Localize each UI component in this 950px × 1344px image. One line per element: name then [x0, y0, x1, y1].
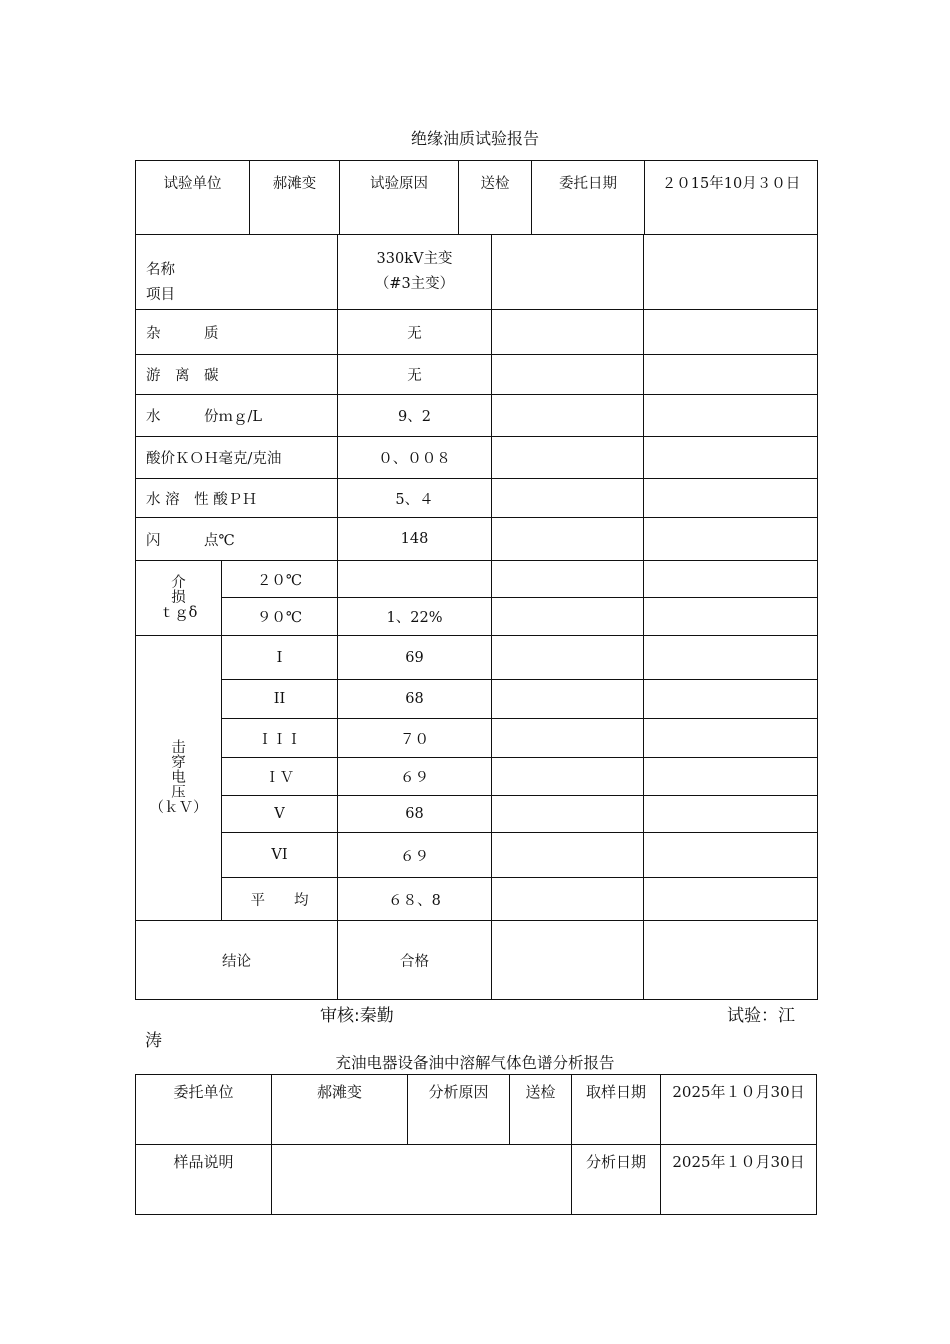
client-unit-label: 委托单位	[136, 1075, 272, 1145]
impurity-label: 杂 质	[136, 310, 338, 355]
reason-label: 试验原因	[340, 161, 459, 235]
moisture-value: 9、2	[338, 395, 492, 437]
date-label: 委托日期	[532, 161, 645, 235]
report-title: 绝缘油质试验报告	[410, 129, 539, 148]
free-carbon-value: 无	[338, 355, 492, 395]
flash-point-label: 闪 点℃	[136, 518, 338, 561]
temp-20-label: ２０℃	[222, 561, 338, 598]
bv-label-4: ＩＶ	[222, 758, 338, 796]
sample-description-label: 样品说明	[136, 1145, 272, 1215]
moisture-label: 水 份ｍｇ/L	[136, 395, 338, 437]
analysis-reason-value: 送检	[510, 1075, 572, 1145]
bv-label-2: II	[222, 680, 338, 719]
bv-char-3: 电	[171, 769, 186, 786]
client-unit-value: 郝滩变	[272, 1075, 408, 1145]
sampling-date-label: 取样日期	[572, 1075, 661, 1145]
sample-line2: （#3主变）	[374, 276, 455, 292]
analysis-date-label: 分析日期	[572, 1145, 661, 1215]
name-label: 名称	[146, 262, 175, 278]
sampling-date-value: 2025年１０月30日	[661, 1075, 817, 1145]
temp-90-value: 1、22%	[338, 598, 492, 636]
bv-average-label: 平 均	[222, 878, 338, 921]
unit-value: 郝滩变	[250, 161, 340, 235]
water-soluble-acid-label: 水 溶 性 酸ＰＨ	[136, 479, 338, 518]
report2-title: 充油电器设备油中溶解气体色谱分析报告	[335, 1054, 615, 1072]
report-header-table	[135, 160, 818, 235]
empty-cell	[644, 235, 818, 310]
bv-value-3: ７０	[338, 719, 492, 758]
breakdown-voltage-label	[136, 636, 222, 921]
bv-char-5: （ｋＶ）	[149, 799, 208, 816]
bv-value-5: 68	[338, 796, 492, 833]
reason-value: 送检	[459, 161, 532, 235]
acid-value-value: ０、００８	[338, 437, 492, 479]
bv-label-3: ＩＩＩ	[222, 719, 338, 758]
bv-char-1: 击	[171, 739, 186, 756]
bv-value-1: 69	[338, 636, 492, 680]
chromatography-header-table	[135, 1074, 817, 1215]
water-soluble-acid-value: 5、４	[338, 479, 492, 518]
tan-char-3: ｔｇδ	[159, 604, 198, 621]
temp-90-label: ９０℃	[222, 598, 338, 636]
reviewer-signature: 审核:秦勤	[320, 1006, 394, 1026]
bv-label-1: I	[222, 636, 338, 680]
bv-value-4: ６９	[338, 758, 492, 796]
tan-char-2: 损	[171, 589, 186, 606]
item-label: 项目	[146, 287, 175, 303]
temp-20-value	[338, 561, 492, 598]
sample-description-value	[272, 1145, 572, 1215]
bv-char-2: 穿	[171, 754, 186, 771]
acid-value-label: 酸价ＫＯＨ毫克/克油	[136, 437, 338, 479]
date-value: ２０15年10月３０日	[645, 161, 818, 235]
dielectric-loss-label	[136, 561, 222, 636]
sample-line1: 330kV主变	[376, 251, 453, 267]
bv-char-4: 压	[171, 784, 186, 801]
impurity-value: 无	[338, 310, 492, 355]
bv-value-6: ６９	[338, 833, 492, 878]
tan-char-1: 介	[171, 574, 186, 591]
conclusion-label: 结论	[136, 921, 338, 1000]
bv-label-6: VI	[222, 833, 338, 878]
flash-point-value: 148	[338, 518, 492, 561]
empty-cell	[492, 235, 644, 310]
sample-cell	[338, 235, 492, 310]
free-carbon-label: 游 离 碳	[136, 355, 338, 395]
name-item-cell	[136, 235, 338, 310]
tester-signature-cont: 涛	[145, 1031, 162, 1051]
analysis-date-value: 2025年１０月30日	[661, 1145, 817, 1215]
results-table	[135, 234, 818, 1000]
unit-label: 试验单位	[136, 161, 250, 235]
conclusion-value: 合格	[338, 921, 492, 1000]
bv-average-value: ６８、8	[338, 878, 492, 921]
tester-signature: 试验：江	[727, 1006, 795, 1026]
bv-label-5: V	[222, 796, 338, 833]
bv-value-2: 68	[338, 680, 492, 719]
analysis-reason-label: 分析原因	[408, 1075, 510, 1145]
